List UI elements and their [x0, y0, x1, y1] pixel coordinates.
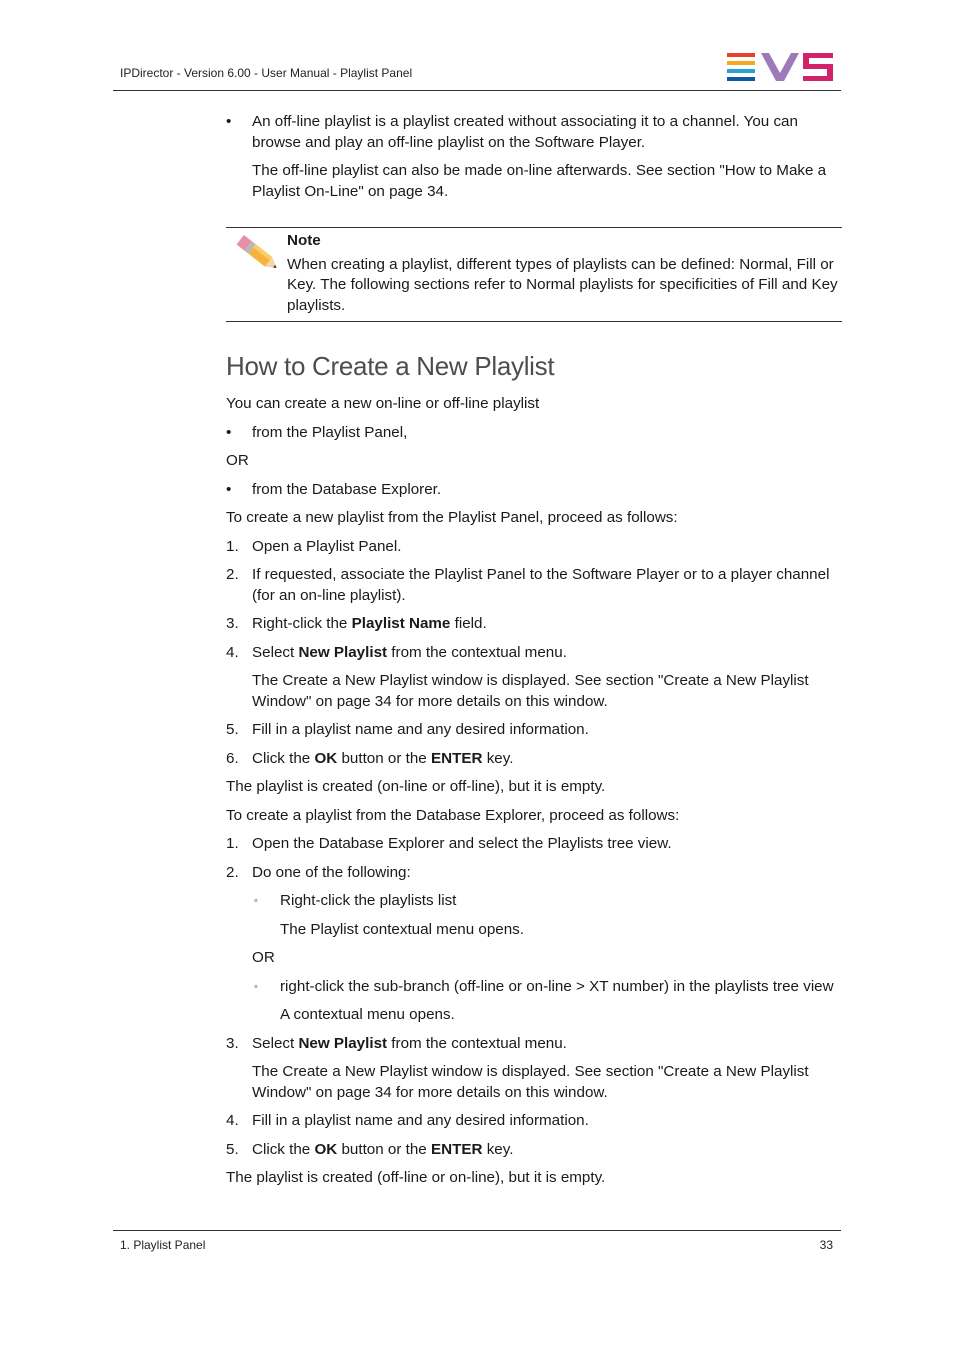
header-title: IPDirector - Version 6.00 - User Manual - Playlist Panel — [120, 66, 413, 80]
step-item: 2. Do one of the following: — [226, 863, 411, 881]
note-title: Note — [287, 232, 321, 249]
evs-logo — [727, 53, 833, 81]
sub-list-item: ◦ right-click the sub-branch (off-line or on-line > XT number) in the playlists tree view — [226, 977, 842, 998]
section-heading: How to Create a New Playlist — [226, 351, 555, 381]
procedure-2-intro: To create a playlist from the Database Explorer, proceed as follows: — [226, 806, 680, 824]
procedure-1-intro: To create a new playlist from the Playlist Panel, proceed as follows: — [226, 509, 678, 526]
step-item: 5. Click the OK button or the ENTER key. — [226, 1140, 514, 1158]
note-box — [226, 227, 842, 322]
page-body: • An off-line playlist is a playlist created without associating it to a channel. You can browse and play an off-line playlist on the Software Player. The off-line playlist can also be made on-line afterwards. See section "How to Make a Playlist On-Line" on page 34. Note When creating a playlist, different types of playlists can be defined: Normal, Fill or Key. The following sections refer to Normal playlists for specificities of Fill and Key playlists. How to Create a New Playlist You can create a new on-line or off-line playlist • from the Playlist Panel, OR • from the Database Explorer. To create a new playlist from the Playlist Panel, proceed as follows: 1. Open a Playlist Panel. 2. If requested, associate the Playlist Panel to the Software Player or to a player channel (for an on-line playlist). 3. Right-click the Playlist Name field. 4. Select New Playlist from the contextual menu. The Create a New Playlist window is displayed. See section "Create a New Playlist Window" on page 34 for more details on this window. 5. Fill in a playlist name and any desired information. 6. Click the OK button or the ENTER key. The playlist is created (on-line or off-line), but it is empty. To create a playlist from the Database Explorer, proceed as follows: 1. Open the Database Explorer and select the Playlists tree view. 2. Do one of the following: ◦ Right-click the playlists list The Playlist contextual menu opens. OR ◦ right-click the sub-branch (off-line or on-line > XT number) in the playlists tree view A contextual menu opens. 3. Select New Playlist from the contextual menu. The Create a New Playlist window is displayed. See section "Create a New Playlist Window" on page 34 for more details on this window. 4. Fill in a playlist name and any desired information. 5. Click the OK button or the ENTER key. The playlist is created (off-line or on-line), but it is empty. — [226, 112, 842, 1189]
bullet-mark: • — [226, 113, 232, 130]
or-separator: OR — [226, 452, 249, 469]
step-note: The Create a New Playlist window is displayed. See section "Create a New Playlist Window" on page 34 for more details on this window. — [252, 672, 809, 710]
list-item — [226, 112, 842, 153]
source-option-1: from the Playlist Panel, — [252, 423, 408, 441]
procedure-1-result: The playlist is created (on-line or off-line), but it is empty. — [226, 778, 606, 795]
bullet-mark: • — [226, 480, 232, 498]
sub-list-item: ◦ Right-click the playlists list — [226, 891, 842, 912]
step-item: 1. Open a Playlist Panel. — [226, 537, 402, 555]
list-item — [226, 480, 842, 501]
footer-rule — [113, 1230, 841, 1231]
note-text: When creating a playlist, different types of playlists can be defined: Normal, Fill or Key. The following sections refer to Normal playlists for specificities of Fill and Key playlists. — [287, 255, 838, 314]
source-option-2: from the Database Explorer. — [252, 480, 442, 498]
step-item: 1. Open the Database Explorer and select the Playlists tree view. — [226, 835, 672, 852]
sub-bullet-mark: ◦ — [254, 980, 258, 993]
section-lead: You can create a new on-line or off-line playlist — [226, 395, 540, 412]
intro-continuation: The off-line playlist can also be made on-line afterwards. See section "How to Make a Playlist On-Line" on page 34. — [252, 162, 827, 200]
step-item: 3. Right-click the Playlist Name field. — [226, 615, 487, 632]
header-rule — [113, 90, 841, 91]
procedure-2-result: The playlist is created (off-line or on-line), but it is empty. — [226, 1169, 606, 1186]
step-item: 3. Select New Playlist from the contextual menu. — [226, 1034, 567, 1052]
page-number: 33 — [819, 1238, 833, 1252]
step-item: 4. Fill in a playlist name and any desired information. — [226, 1112, 589, 1129]
footer-chapter: 1. Playlist Panel — [120, 1238, 206, 1252]
step-item: 2. If requested, associate the Playlist Panel to the Software Player or to a player channel (for an on-line playlist). — [226, 566, 830, 604]
list-item — [226, 423, 842, 444]
step-item: 5. Fill in a playlist name and any desired information. — [226, 721, 589, 738]
step-item: 4. Select New Playlist from the contextual menu. — [226, 643, 567, 661]
intro-bullet-text: An off-line playlist is a playlist created without associating it to a channel. You can browse and play an off-line playlist on the Software Player. — [252, 113, 798, 151]
step-note: The Create a New Playlist window is displayed. See section "Create a New Playlist Window" on page 34 for more details on this window. — [252, 1063, 809, 1101]
or-separator: OR — [252, 949, 275, 966]
step-item: 6. Click the OK button or the ENTER key. — [226, 749, 514, 767]
sub-bullet-mark: ◦ — [254, 895, 258, 907]
bullet-mark: • — [226, 423, 232, 441]
pencil-icon — [232, 230, 280, 274]
